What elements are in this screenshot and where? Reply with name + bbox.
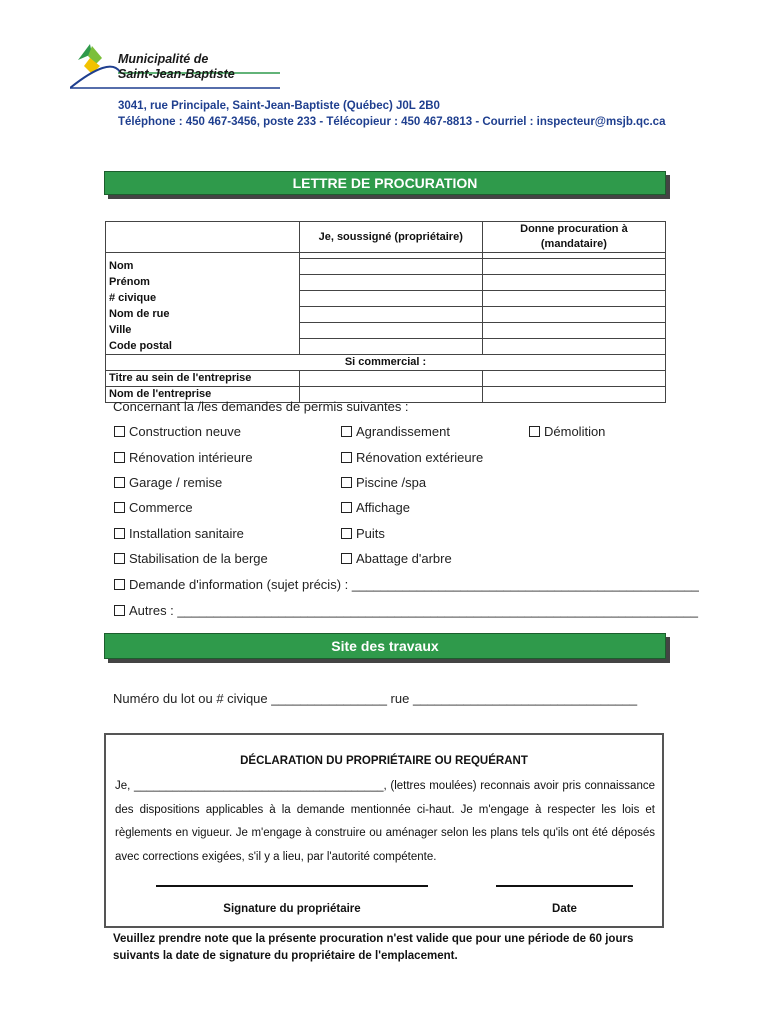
- checkbox-garage-remise[interactable]: [114, 475, 222, 490]
- mandatary-rue-field[interactable]: [482, 307, 665, 323]
- checkbox-label: Agrandissement: [356, 424, 450, 439]
- signature-label: Signature du propriétaire: [223, 903, 361, 915]
- checkbox-box-icon[interactable]: [114, 605, 125, 616]
- procuration-table: [105, 221, 666, 403]
- checkbox-abattage-arbre[interactable]: [341, 551, 452, 566]
- checkbox-box-icon[interactable]: [341, 426, 352, 437]
- mandatary-entreprise-field[interactable]: [482, 387, 665, 403]
- table-header-mandatary: Donne procuration à (mandataire): [482, 222, 665, 253]
- checkbox-label: Stabilisation de la berge: [129, 551, 268, 566]
- contact-info: Téléphone : 450 467-3456, poste 233 - Télécopieur : 450 467-8813 - Courriel : inspecteur@msjb.qc.ca: [118, 116, 666, 128]
- owner-ville-field[interactable]: [299, 323, 482, 339]
- checkbox-box-icon[interactable]: [529, 426, 540, 437]
- row-label-prenom: Prénom: [106, 275, 300, 291]
- row-label-postal: Code postal: [106, 339, 300, 355]
- checkbox-label: Rénovation intérieure: [129, 450, 253, 465]
- checkbox-label: Affichage: [356, 500, 410, 515]
- owner-postal-field[interactable]: [299, 339, 482, 355]
- checkbox-box-icon[interactable]: [341, 502, 352, 513]
- checkbox-demolition[interactable]: [529, 424, 605, 439]
- row-label-entreprise: Nom de l'entreprise: [106, 387, 300, 403]
- date-line[interactable]: [496, 885, 633, 887]
- checkbox-stabilisation-berge[interactable]: [114, 551, 268, 566]
- table-row: [106, 355, 666, 371]
- table-row: [106, 339, 666, 355]
- checkbox-renovation-interieure[interactable]: [114, 450, 253, 465]
- declaration-box: [104, 733, 664, 928]
- row-label-ville: Ville: [106, 323, 300, 339]
- checkbox-label: Garage / remise: [129, 475, 223, 490]
- checkbox-box-icon[interactable]: [341, 477, 352, 488]
- mandatary-postal-field[interactable]: [482, 339, 665, 355]
- table-header-empty: [106, 222, 300, 253]
- declaration-body: Je, _______________________________________, (lettres moulées) reconnais avoir pris connaissance des dispositions applicables à la demande mentionnée ci-haut. Je m'engage à respecter les lois et règlements en vigueur. Je m'engage à construire ou aménager selon les plans tels qu'ils ont été déposés avec corrections exigées, s'il y a lieu, par l'autorité compétente.: [115, 780, 655, 863]
- checkbox-label: Abattage d'arbre: [356, 551, 452, 566]
- table-row: [106, 371, 666, 387]
- declaration-title: DÉCLARATION DU PROPRIÉTAIRE OU REQUÉRANT: [240, 755, 528, 767]
- table-row: [106, 259, 666, 275]
- signature-line[interactable]: [156, 885, 428, 887]
- site-title: Site des travaux: [104, 633, 666, 659]
- mandatary-civique-field[interactable]: [482, 291, 665, 307]
- checkbox-box-icon[interactable]: [341, 528, 352, 539]
- owner-rue-field[interactable]: [299, 307, 482, 323]
- checkbox-label: Construction neuve: [129, 424, 242, 439]
- checkbox-box-icon[interactable]: [114, 426, 125, 437]
- checkbox-label: Autres : ________________________________________________________________________: [129, 603, 698, 618]
- address-block: [118, 98, 665, 130]
- row-label-civique: # civique: [106, 291, 300, 307]
- checkbox-box-icon[interactable]: [114, 502, 125, 513]
- checkbox-box-icon[interactable]: [114, 452, 125, 463]
- checkbox-box-icon[interactable]: [114, 528, 125, 539]
- checkbox-label: Installation sanitaire: [129, 526, 244, 541]
- mandatary-ville-field[interactable]: [482, 323, 665, 339]
- table-row: [106, 307, 666, 323]
- checkbox-installation-sanitaire[interactable]: [114, 526, 244, 541]
- logo-line-1: Municipalité de: [118, 52, 209, 66]
- checkbox-label: Demande d'information (sujet précis) : ________________________________________________: [129, 577, 699, 592]
- row-label-nom: Nom: [106, 259, 300, 275]
- checkbox-renovation-exterieure[interactable]: [341, 450, 483, 465]
- owner-nom-field[interactable]: [299, 259, 482, 275]
- logo-text: [118, 52, 235, 82]
- checkbox-label: Puits: [356, 526, 385, 541]
- checkbox-commerce[interactable]: [114, 500, 193, 515]
- checkbox-affichage[interactable]: [341, 500, 410, 515]
- validity-note: Veuillez prendre note que la présente procuration n'est valide que pour une période de 60 jours suivants la date de signature du propriétaire de l'emplacement.: [113, 933, 634, 962]
- commercial-heading: Si commercial :: [106, 355, 666, 371]
- checkbox-box-icon[interactable]: [114, 579, 125, 590]
- checkbox-label: Rénovation extérieure: [356, 450, 484, 465]
- checkbox-piscine-spa[interactable]: [341, 475, 426, 490]
- address: 3041, rue Principale, Saint-Jean-Baptiste (Québec) J0L 2B0: [118, 100, 440, 112]
- owner-civique-field[interactable]: [299, 291, 482, 307]
- mandatary-prenom-field[interactable]: [482, 275, 665, 291]
- lot-field[interactable]: Numéro du lot ou # civique ________________ rue _______________________________: [113, 691, 638, 706]
- checkbox-box-icon[interactable]: [114, 477, 125, 488]
- table-row: [106, 291, 666, 307]
- checkbox-label: Piscine /spa: [356, 475, 427, 490]
- row-label-titre: Titre au sein de l'entreprise: [106, 371, 300, 387]
- checkbox-agrandissement[interactable]: [341, 424, 450, 439]
- row-label-rue: Nom de rue: [106, 307, 300, 323]
- checkbox-construction-neuve[interactable]: [114, 424, 241, 439]
- date-label: Date: [552, 903, 577, 915]
- checkbox-autres[interactable]: [114, 603, 698, 618]
- checkbox-puits[interactable]: [341, 526, 385, 541]
- owner-titre-field[interactable]: [299, 371, 482, 387]
- table-row: [106, 323, 666, 339]
- checkbox-box-icon[interactable]: [341, 452, 352, 463]
- checkbox-demande-information[interactable]: [114, 577, 699, 592]
- checkbox-box-icon[interactable]: [341, 553, 352, 564]
- permits-intro: Concernant la /les demandes de permis suivantes :: [113, 399, 409, 414]
- mandatary-titre-field[interactable]: [482, 371, 665, 387]
- checkbox-label: Démolition: [544, 424, 606, 439]
- checkbox-box-icon[interactable]: [114, 553, 125, 564]
- owner-prenom-field[interactable]: [299, 275, 482, 291]
- page-title: LETTRE DE PROCURATION: [104, 171, 666, 195]
- logo-line-2: Saint-Jean-Baptiste: [118, 67, 235, 81]
- table-header-owner: Je, soussigné (propriétaire): [299, 222, 482, 253]
- checkbox-label: Commerce: [129, 500, 193, 515]
- table-row: [106, 275, 666, 291]
- mandatary-nom-field[interactable]: [482, 259, 665, 275]
